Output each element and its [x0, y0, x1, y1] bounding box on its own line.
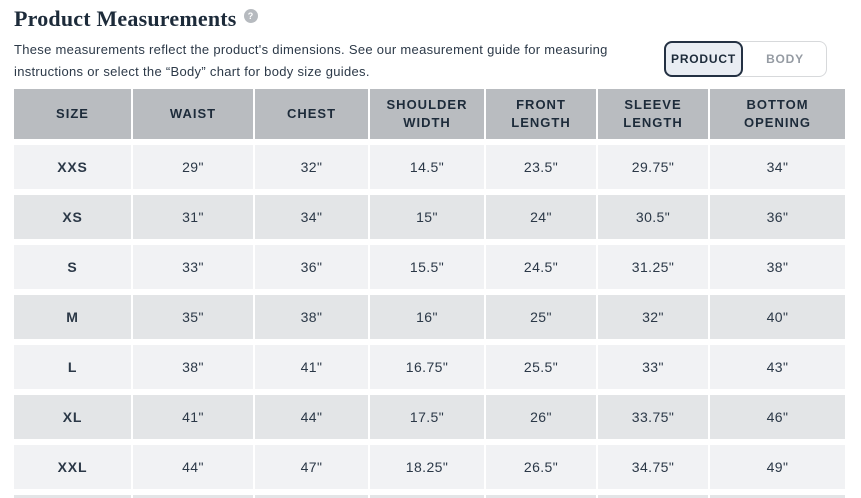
value-cell: 23.5" [486, 145, 596, 189]
value-cell: 47" [255, 445, 368, 489]
value-cell: 38" [710, 245, 845, 289]
value-cell: 49" [710, 445, 845, 489]
value-cell: 25" [486, 295, 596, 339]
value-cell: 32" [598, 295, 708, 339]
value-cell: 34" [710, 145, 845, 189]
column-header-chest: CHEST [255, 89, 368, 139]
value-cell: 34" [255, 195, 368, 239]
header [14, 6, 634, 83]
value-cell: 46" [710, 395, 845, 439]
help-icon[interactable]: ? [244, 9, 258, 23]
column-header-front-length: FRONT LENGTH [486, 89, 596, 139]
value-cell: 44" [133, 445, 253, 489]
value-cell: 41" [255, 345, 368, 389]
value-cell: 15" [370, 195, 484, 239]
value-cell: 40" [710, 295, 845, 339]
description-line-1: These measurements reflect the product's dimensions. See our measurement guide for measuring [14, 42, 608, 57]
value-cell: 24.5" [486, 245, 596, 289]
value-cell: 17.5" [370, 395, 484, 439]
value-cell: 33.75" [598, 395, 708, 439]
size-cell: XXL [14, 445, 131, 489]
column-header-sleeve-length: SLEEVE LENGTH [598, 89, 708, 139]
value-cell: 30.5" [598, 195, 708, 239]
value-cell: 18.25" [370, 445, 484, 489]
toggle-body-button[interactable]: BODY [733, 41, 827, 77]
value-cell: 16" [370, 295, 484, 339]
value-cell: 36" [255, 245, 368, 289]
description-line-2: instructions or select the “Body” chart for body size guides. [14, 64, 370, 79]
value-cell: 14.5" [370, 145, 484, 189]
size-cell: L [14, 345, 131, 389]
page-title: Product Measurements [14, 6, 237, 31]
value-cell: 38" [255, 295, 368, 339]
value-cell: 36" [710, 195, 845, 239]
value-cell: 43" [710, 345, 845, 389]
size-cell: M [14, 295, 131, 339]
value-cell: 26" [486, 395, 596, 439]
size-cell: S [14, 245, 131, 289]
description-text [14, 39, 634, 83]
value-cell: 16.75" [370, 345, 484, 389]
value-cell: 33" [133, 245, 253, 289]
value-cell: 25.5" [486, 345, 596, 389]
value-cell: 44" [255, 395, 368, 439]
size-cell: XS [14, 195, 131, 239]
value-cell: 34.75" [598, 445, 708, 489]
size-cell: XXS [14, 145, 131, 189]
toggle-product-button[interactable]: PRODUCT [664, 41, 743, 77]
value-cell: 24" [486, 195, 596, 239]
column-header-bottom-opening: BOTTOM OPENING [710, 89, 845, 139]
value-cell: 35" [133, 295, 253, 339]
size-cell: XL [14, 395, 131, 439]
value-cell: 29.75" [598, 145, 708, 189]
value-cell: 41" [133, 395, 253, 439]
column-header-size: SIZE [14, 89, 131, 139]
value-cell: 15.5" [370, 245, 484, 289]
value-cell: 33" [598, 345, 708, 389]
chart-type-toggle [664, 41, 827, 77]
value-cell: 26.5" [486, 445, 596, 489]
column-header-shoulder-width: SHOULDER WIDTH [370, 89, 484, 139]
column-header-waist: WAIST [133, 89, 253, 139]
value-cell: 31.25" [598, 245, 708, 289]
value-cell: 29" [133, 145, 253, 189]
value-cell: 38" [133, 345, 253, 389]
value-cell: 32" [255, 145, 368, 189]
measurements-table [14, 89, 845, 498]
value-cell: 31" [133, 195, 253, 239]
